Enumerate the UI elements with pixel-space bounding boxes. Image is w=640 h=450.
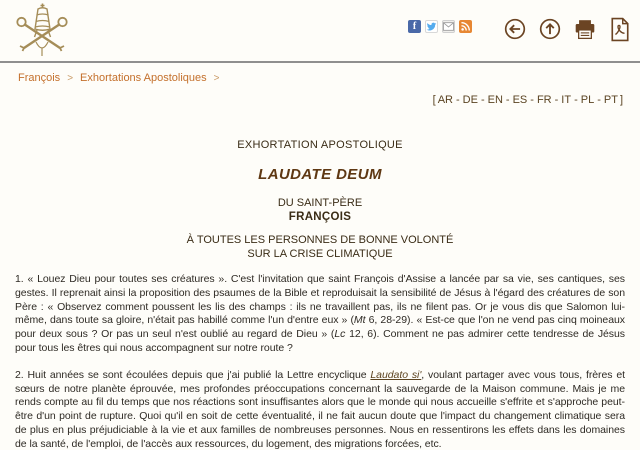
breadcrumb-separator: >	[67, 73, 74, 84]
up-arrow-icon	[539, 18, 561, 40]
document-title-block	[0, 139, 640, 261]
paragraph-1: 1. « Louez Dieu pour toutes ses créatures ». C'est l'invitation que saint François d'Assise a lancée par sa vie, ses cantiques, ses gestes. Il reprenait ainsi la proposition des psaumes de la Bible et reproduisait la sensibilité de Jésus à l'égard des créatures de son Père : « Observez comment poussent les lis des champs : ils ne travaillent pas, ils ne filent pas. Or je vous dis que Salomon lui-même, dans toute sa gloire, n'était pas habillé comme l'un d'entre eux » (Mt 6, 28-29). « Est-ce que l'on ne vend pas cinq moineaux pour deux sous ? Or pas un seul n'est oublié au regard de Dieu » (Lc 12, 6). Comment ne pas admirer cette tendresse de Jésus pour tous les êtres qui nous accompagnent sur notre route ?	[15, 273, 625, 354]
lang-en[interactable]: EN	[487, 94, 503, 106]
back-button[interactable]	[504, 16, 526, 42]
lang-de[interactable]: DE	[462, 94, 478, 106]
lang-ar[interactable]: AR	[437, 94, 453, 106]
printer-icon	[574, 18, 596, 41]
pdf-button[interactable]	[609, 16, 631, 42]
lang-fr[interactable]: FR	[536, 94, 552, 106]
print-button[interactable]	[574, 16, 596, 42]
lang-it[interactable]: IT	[561, 94, 572, 106]
lang-pt[interactable]: PT	[603, 94, 618, 106]
lang-pl[interactable]: PL	[580, 94, 595, 106]
rss-waves-icon	[461, 22, 470, 31]
breadcrumb-separator: >	[213, 73, 220, 84]
scroll-top-button[interactable]	[539, 16, 561, 42]
breadcrumb-item-francois[interactable]: François	[18, 72, 61, 84]
document-title: LAUDATE DEUM	[258, 166, 382, 183]
email-icon[interactable]	[442, 20, 455, 33]
social-share-bar	[408, 20, 472, 33]
header-divider	[0, 61, 640, 63]
page-actions-bar	[504, 16, 631, 42]
document-dedication	[0, 234, 640, 261]
language-selector: [ AR - DE - EN - ES - FR - IT - PL - PT ]	[432, 94, 623, 106]
twitter-bird-icon	[426, 21, 437, 32]
dedication-line-2: SUR LA CRISE CLIMATIQUE	[247, 247, 393, 260]
vatican-coat-of-arms-logo[interactable]	[10, 2, 74, 60]
document-kicker: EXHORTATION APOSTOLIQUE	[237, 139, 403, 151]
document-subtitle: DU SAINT-PÈRE	[277, 197, 363, 209]
envelope-icon	[443, 22, 454, 31]
bracket-open: [	[432, 94, 436, 106]
rss-icon[interactable]	[459, 20, 472, 33]
document-body	[15, 273, 625, 450]
lang-es[interactable]: ES	[512, 94, 528, 106]
twitter-icon[interactable]	[425, 20, 438, 33]
bracket-close: ]	[619, 94, 623, 106]
dedication-line-1: À TOUTES LES PERSONNES DE BONNE VOLONTÉ	[186, 234, 454, 246]
facebook-icon[interactable]: f	[408, 20, 421, 33]
laudato-si-link[interactable]: Laudato si'	[370, 368, 422, 381]
vatican-coat-of-arms-icon	[10, 2, 74, 60]
document-author: FRANÇOIS	[288, 211, 352, 223]
breadcrumb	[18, 72, 226, 84]
paragraph-2: 2. Huit années se sont écoulées depuis que j'ai publié la Lettre encyclique Laudato si', voulant partager avec vous tous, frères et sœurs de notre planète éprouvée, mes profondes préoccupations concernant la sauvegarde de la Maison commune. Mais je me rends compte au fil du temps que nos réactions sont insuffisantes alors que le monde qui nous accueille s'effrite et s'approche peut-être d'un point de rupture. Quoi qu'il en soit de cette éventualité, il ne fait aucun doute que l'impact du changement climatique sera de plus en plus préjudiciable à la vie et aux familles de nombreuses personnes. Nous en ressentirons les effets dans les domaines de la santé, de l'emploi, de l'accès aux ressources, du logement, des migrations forcées, etc.	[15, 368, 626, 450]
back-arrow-icon	[504, 18, 526, 40]
breadcrumb-item-exhortations[interactable]: Exhortations Apostoliques	[80, 72, 207, 84]
pdf-document-icon	[610, 17, 630, 42]
